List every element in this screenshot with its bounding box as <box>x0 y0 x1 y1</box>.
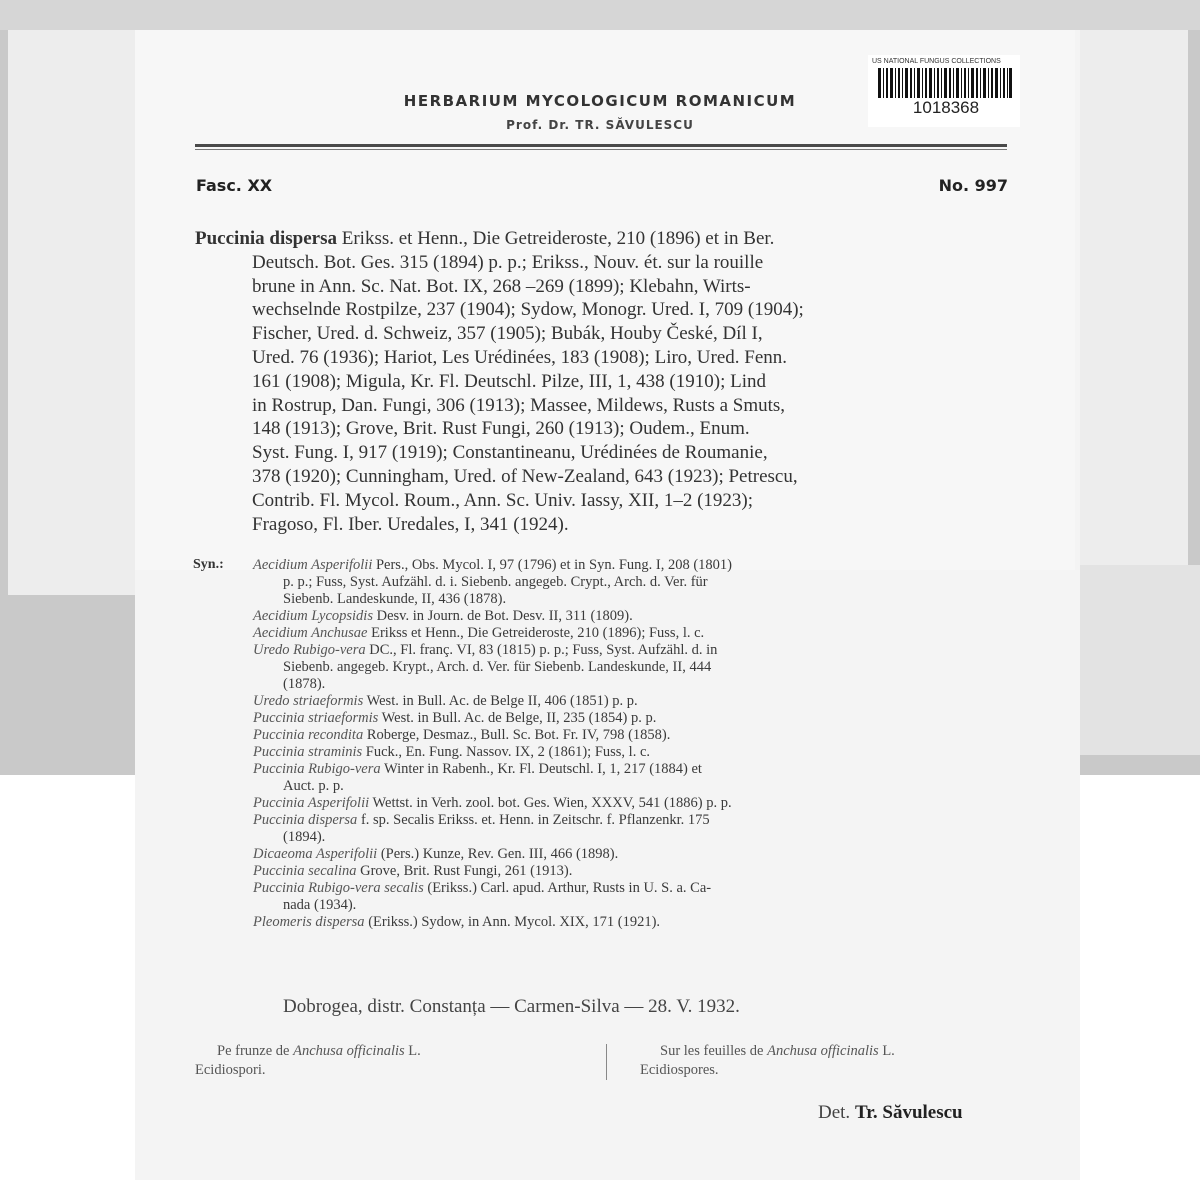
herbarium-title: HERBARIUM MYCOLOGICUM ROMANICUM <box>403 92 797 110</box>
synonym-line <box>253 693 1025 710</box>
column-divider <box>606 1044 607 1080</box>
synonym-line <box>253 659 1025 676</box>
determiner-name: Tr. Săvulescu <box>854 1102 963 1123</box>
synonym-citation: Wettst. in Verh. zool. bot. Ges. Wien, XXXV, 541 (1886) p. p. <box>369 795 732 811</box>
citation-line: Fragoso, Fl. Iber. Uredales, I, 341 (1924). <box>252 513 569 535</box>
citation-line: 378 (1920); Cunningham, Ured. of New-Zealand, 643 (1923); Petrescu, <box>252 465 798 487</box>
citation-line: Syst. Fung. I, 917 (1919); Constantineanu, Urédinées de Roumanie, <box>252 442 768 464</box>
synonym-citation: (1878). <box>283 676 326 692</box>
synonym-citation: Erikss et Henn., Die Getreideroste, 210 (1896); Fuss, l. c. <box>367 625 705 641</box>
synonym-line <box>253 574 1025 591</box>
citation-line: Ured. 76 (1936); Hariot, Les Urédinées, 183 (1908); Liro, Ured. Fenn. <box>252 346 788 368</box>
synonym-name: Puccinia Rubigo-vera <box>253 761 381 777</box>
synonym-citation: Pers., Obs. Mycol. I, 97 (1796) et in Syn. Fung. I, 208 (1801) <box>372 557 733 573</box>
synonym-line <box>253 557 1025 574</box>
synonym-citation: Auct. p. p. <box>283 778 344 794</box>
synonym-citation: West. in Bull. Ac. de Belge, II, 235 (1854) p. p. <box>378 710 657 726</box>
synonym-line <box>253 863 1025 880</box>
synonym-citation: (Pers.) Kunze, Rev. Gen. III, 466 (1898). <box>377 846 619 862</box>
synonym-citation: Roberge, Desmaz., Bull. Sc. Bot. Fr. IV, 798 (1858). <box>363 727 671 743</box>
barcode-number: 1018368 <box>912 98 980 117</box>
synonym-citation: p. p.; Fuss, Syst. Aufzähl. d. i. Siebenb. angegeb. Crypt., Arch. d. Ver. für <box>283 574 708 590</box>
synonym-line <box>253 591 1025 608</box>
host-text: Sur les feuilles de <box>660 1043 768 1059</box>
synonym-name: Aecidium Lycopsidis <box>253 608 373 624</box>
synonym-line <box>253 608 1025 625</box>
specimen-number: No. 997 <box>938 176 1008 195</box>
synonym-name: Puccinia secalina <box>253 863 357 879</box>
synonym-line <box>253 778 1025 795</box>
header-rule <box>195 144 1007 147</box>
synonym-line <box>253 880 1025 897</box>
synonym-line <box>253 625 1025 642</box>
synonym-citation: DC., Fl. franç. VI, 83 (1815) p. p.; Fuss, Syst. Aufzähl. d. in <box>365 642 718 658</box>
host-romanian <box>195 1042 585 1080</box>
synonym-citation: Siebenb. angegeb. Krypt., Arch. d. Ver. für Siebenb. Landeskunde, II, 444 <box>283 659 712 675</box>
synonym-citation: Grove, Brit. Rust Fungi, 261 (1913). <box>356 863 573 879</box>
header-rule-thin <box>195 149 1007 150</box>
synonym-name: Puccinia striaeformis <box>253 710 379 726</box>
background-top <box>0 0 1200 30</box>
synonym-name: Uredo striaeformis <box>253 693 364 709</box>
synonym-line <box>253 812 1025 829</box>
synonym-citation: Desv. in Journ. de Bot. Desv. II, 311 (1809). <box>372 608 633 624</box>
synonym-name: Dicaeoma Asperifolii <box>253 846 378 862</box>
synonym-citation: f. sp. Secalis Erikss. et. Henn. in Zeitschr. f. Pflanzenkr. 175 <box>357 812 710 828</box>
synonyms-list <box>253 557 1025 931</box>
synonym-name: Aecidium Anchusae <box>253 625 368 641</box>
sheet-edge <box>1078 565 1200 755</box>
fascicle-number: Fasc. XX <box>196 176 273 195</box>
barcode-collection: US NATIONAL FUNGUS COLLECTIONS <box>872 58 1001 65</box>
synonym-name: Pleomeris dispersa <box>253 914 365 930</box>
synonym-line <box>253 795 1025 812</box>
synonym-line <box>253 727 1025 744</box>
synonym-line <box>253 676 1025 693</box>
synonym-citation: Siebenb. Landeskunde, II, 436 (1878). <box>283 591 507 607</box>
citation-line: Deutsch. Bot. Ges. 315 (1894) p. p.; Erikss., Nouv. ét. sur la rouille <box>252 251 764 273</box>
host-species: Anchusa officinalis <box>293 1043 405 1059</box>
determiner <box>818 1102 963 1124</box>
synonym-name: Puccinia Asperifolii <box>253 795 370 811</box>
synonym-citation: Fuck., En. Fung. Nassov. IX, 2 (1861); Fuss, l. c. <box>362 744 651 760</box>
locality: Dobrogea, distr. Constanța — Carmen-Silva — 28. V. 1932. <box>283 996 740 1017</box>
synonym-line <box>253 914 1025 931</box>
synonym-name: Puccinia recondita <box>253 727 364 743</box>
citation-text: Erikss. et Henn., Die Getreideroste, 210 (1896) et in Ber. <box>336 228 775 249</box>
spore-stage: Ecidiospores. <box>640 1062 719 1078</box>
species-name: Puccinia dispersa <box>195 228 337 249</box>
citation-line: brune in Ann. Sc. Nat. Bot. IX, 268 –269 (1899); Klebahn, Wirts- <box>252 275 751 297</box>
synonym-citation: Winter in Rabenh., Kr. Fl. Deutschl. I, 1, 217 (1884) et <box>380 761 702 777</box>
synonym-name: Aecidium Asperifolii <box>253 557 373 573</box>
synonym-name: Puccinia dispersa <box>253 812 358 828</box>
synonym-citation: (1894). <box>283 829 326 845</box>
synonym-name: Puccinia straminis <box>253 744 363 760</box>
citation-line: in Rostrup, Dan. Fungi, 306 (1913); Massee, Mildews, Rusts a Smuts, <box>252 394 786 416</box>
barcode-icon <box>878 68 1012 98</box>
synonym-line <box>253 846 1025 863</box>
synonym-citation: West. in Bull. Ac. de Belge II, 406 (1851) p. p. <box>363 693 638 709</box>
synonym-line <box>253 710 1025 727</box>
synonym-line <box>253 761 1025 778</box>
host-french <box>640 1042 1030 1080</box>
citation-first-line <box>195 227 1008 251</box>
synonym-line <box>253 744 1025 761</box>
synonym-citation: (Erikss.) Carl. apud. Arthur, Rusts in U. S. a. Ca- <box>423 880 712 896</box>
determiner-label: Det. <box>818 1102 855 1123</box>
citation-line: wechselnde Rostpilze, 237 (1904); Sydow, Monogr. Ured. I, 709 (1904); <box>252 299 804 321</box>
species-citation <box>195 227 1008 536</box>
host-author: L. <box>878 1043 895 1059</box>
synonym-line <box>253 642 1025 659</box>
synonym-name: Puccinia Rubigo-vera secalis <box>253 880 424 896</box>
synonyms-label: Syn.: <box>193 557 224 572</box>
synonym-citation: (Erikss.) Sydow, in Ann. Mycol. XIX, 171 (1921). <box>364 914 661 930</box>
synonym-name: Uredo Rubigo-vera <box>253 642 366 658</box>
citation-line: Contrib. Fl. Mycol. Roum., Ann. Sc. Univ. Iassy, XII, 1–2 (1923); <box>252 489 754 511</box>
host-text: Pe frunze de <box>217 1043 294 1059</box>
citation-line: Fischer, Ured. d. Schweiz, 357 (1905); Bubák, Houby České, Díl I, <box>252 323 763 345</box>
synonym-line <box>253 829 1025 846</box>
host-author: L. <box>404 1043 421 1059</box>
citation-line: 148 (1913); Grove, Brit. Rust Fungi, 260 (1913); Oudem., Enum. <box>252 418 750 440</box>
host-species: Anchusa officinalis <box>767 1043 879 1059</box>
synonym-citation: nada (1934). <box>283 897 357 913</box>
citation-line: 161 (1908); Migula, Kr. Fl. Deutschl. Pilze, III, 1, 438 (1910); Lind <box>252 370 766 392</box>
herbarium-subtitle: Prof. Dr. TR. SĂVULESCU <box>506 118 694 132</box>
synonym-line <box>253 897 1025 914</box>
spore-stage: Ecidiospori. <box>195 1062 266 1078</box>
